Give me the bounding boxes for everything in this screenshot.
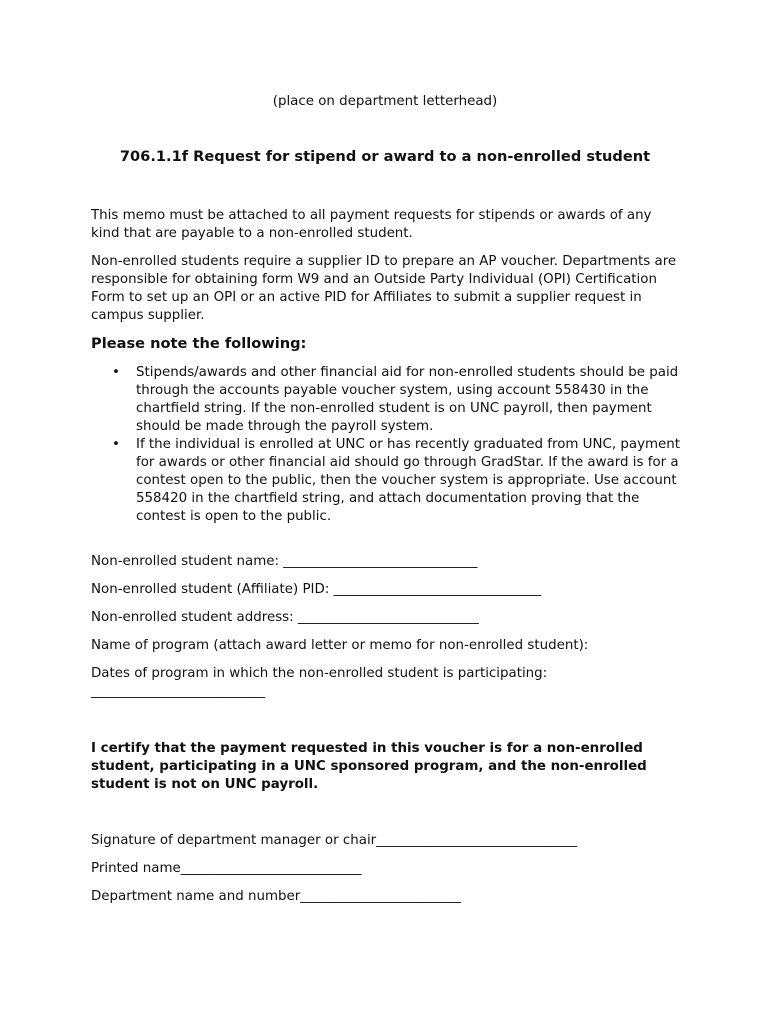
printed-name-field[interactable]: Printed name___________________________	[91, 861, 362, 876]
certification-statement: I certify that the payment requested in this voucher is for a non-enrolled student, participating in a UNC sponsored program, and the non-enrolled student is not on UNC payroll.	[91, 741, 647, 792]
list-item	[91, 436, 681, 526]
note-heading: Please note the following:	[91, 335, 307, 352]
department-field[interactable]: Department name and number________________________	[91, 889, 461, 904]
list-item-text: Stipends/awards and other financial aid for non-enrolled students should be paid through the accounts payable voucher system, using account 558430 in the chartfield string. If the non-enrolled student is on UNC payroll, then payment should be made through the payroll system.	[136, 365, 679, 434]
list-item-text: If the individual is enrolled at UNC or has recently graduated from UNC, payment for awards or other financial aid should go through GradStar. If the award is for a contest open to the public, then the voucher system is appropriate. Use account 558420 in the chartfield string, and attach documentation proving that the contest is open to the public.	[136, 437, 681, 524]
intro-paragraph: This memo must be attached to all payment requests for stipends or awards of any kind that are payable to a non-enrolled student.	[91, 208, 652, 241]
program-name-field[interactable]: Name of program (attach award letter or memo for non-enrolled student):	[91, 638, 589, 653]
manager-signature-field[interactable]: Signature of department manager or chair______________________________	[91, 833, 578, 848]
student-name-field[interactable]: Non-enrolled student name: _____________________________	[91, 554, 478, 569]
bullet-icon: •	[112, 365, 120, 380]
page-title: 706.1.1f Request for stipend or award to a non-enrolled student	[119, 148, 651, 165]
note-list	[91, 364, 681, 526]
program-dates-field[interactable]: Dates of program in which the non-enrolled student is participating: __________________________	[91, 666, 548, 699]
bullet-icon: •	[112, 437, 120, 452]
student-pid-field[interactable]: Non-enrolled student (Affiliate) PID: _______________________________	[91, 582, 542, 597]
supplier-paragraph: Non-enrolled students require a supplier ID to prepare an AP voucher. Departments are responsible for obtaining form W9 and an Outside Party Individual (OPI) Certification Form to set up an OPI or an active PID for Affiliates to submit a supplier request in campus supplier.	[91, 254, 677, 323]
letterhead-note: (place on department letterhead)	[272, 94, 498, 109]
list-item	[91, 364, 681, 436]
student-address-field[interactable]: Non-enrolled student address: ___________________________	[91, 610, 479, 625]
